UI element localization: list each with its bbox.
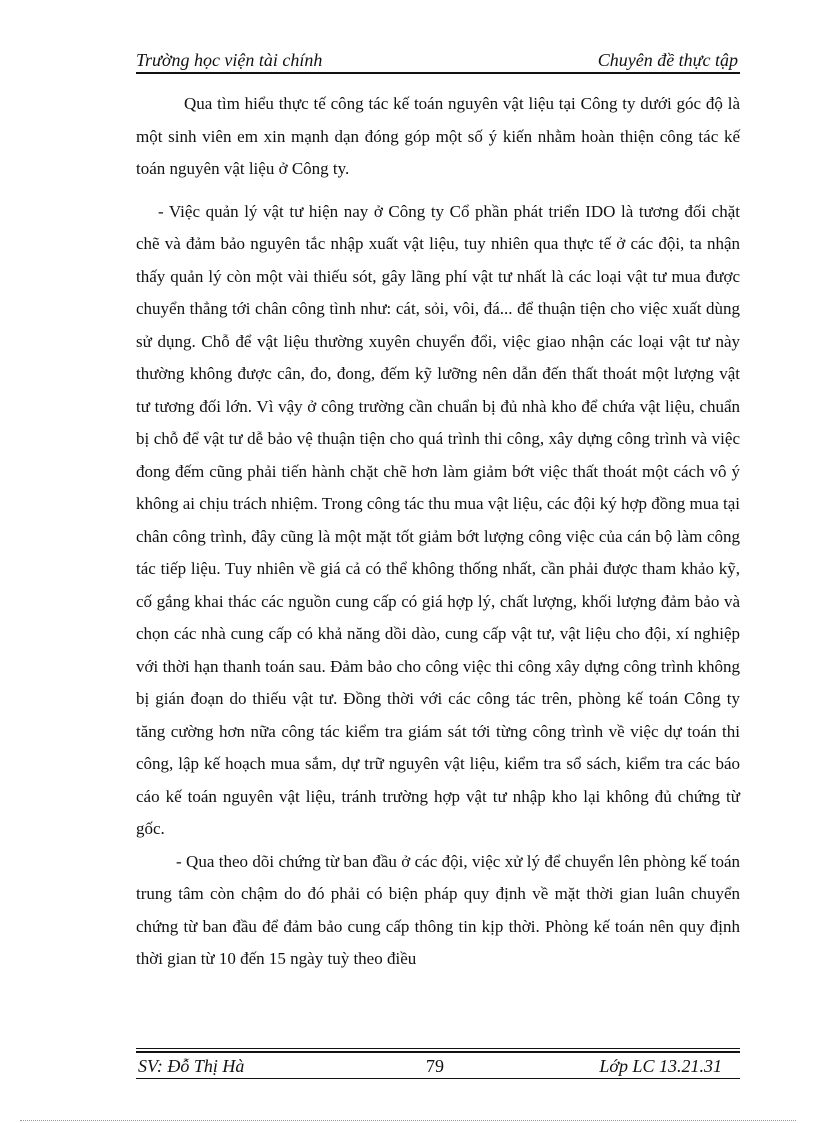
page-number: 79 [426,1056,444,1076]
header-report-type: Chuyên đề thực tập [597,50,738,70]
footer-underline [136,1078,740,1079]
body-content [136,88,740,976]
paragraph-intro: Qua tìm hiểu thực tế công tác kế toán nguyên vật liệu tại Công ty dưới góc độ là một sinh viên em xin mạnh dạn đóng góp một số ý kiến nhằm hoàn thiện công tác kế toán nguyên vật liệu ở Công ty. [136,94,740,178]
footer-student-name: SV: Đỗ Thị Hà [138,1056,245,1076]
footer-divider-thin [136,1048,740,1049]
page-footer [136,1054,740,1078]
paragraph-document-processing: - Qua theo dõi chứng từ ban đầu ở các đội, việc xử lý để chuyển lên phòng kế toán trung tâm còn chậm do đó phải có biện pháp quy định về mặt thời gian luân chuyển chứng từ ban đầu để đảm bảo cung cấp thông tin kịp thời. Phòng kế toán nên quy định thời gian từ 10 đến 15 ngày tuỳ theo điều [136,851,740,968]
footer-divider-thick [136,1051,740,1053]
paragraph-material-management: - Việc quản lý vật tư hiện nay ở Công ty Cổ phần phát triển IDO là tương đối chặt chẽ và đảm bảo nguyên tắc nhập xuất vật liệu, tuy nhiên qua thực tế ở các đội, ta nhận thấy quản lý còn một vài thiếu sót, gây lãng phí vật tư nhất là các loại vật tư mua được chuyển thẳng tới chân công tình như: cát, sỏi, vôi, đá... để thuận tiện cho việc xuất dùng sử dụng. Chỗ để vật liệu thường xuyên chuyển đổi, việc giao nhận các loại vật tư này thường không được cân, đo, đong, đếm kỹ lưỡng nên dẫn đến thất thoát một lượng vật tư tương đối lớn. Vì vậy ở công trường cần chuẩn bị đủ nhà kho để chứa vật liệu, chuẩn bị chỗ để vật tư dễ bảo vệ thuận tiện cho quá trình thi công, xây dựng công trình và việc đong đếm cũng phải tiến hành chặt chẽ hơn làm giảm bớt việc thất thoát một cách vô ý không ai chịu trách nhiệm. Trong công tác thu mua vật liệu, các đội ký hợp đồng mua tại chân công trình, đây cũng là một mặt tốt giảm bớt lượng công việc của cán bộ làm công tác tiếp liệu. Tuy nhiên về giá cả có thể không thống nhất, cần phải được tham khảo kỹ, cố gắng khai thác các nguồn cung cấp có giá hợp lý, chất lượng, khối lượng đảm bảo và chọn các nhà cung cấp có khả năng dồi dào, cung cấp vật tư, vật liệu cho đội, xí nghiệp với thời hạn thanh toán sau. Đảm bảo cho công việc thi công xây dựng công trình không bị gián đoạn do thiếu vật tư. Đồng thời với các công tác trên, phòng kế toán Công ty tăng cường hơn nữa công tác kiểm tra giám sát tới từng công trình về việc dự toán thi công, lập kế hoạch mua sắm, dự trữ nguyên vật liệu, kiểm tra sổ sách, kiểm tra các báo cáo kế toán nguyên vật liệu, tránh trường hợp vật tư nhập kho lại không đủ chứng từ gốc. [136,201,740,838]
page-header [136,48,740,72]
header-institution: Trường học viện tài chính [136,50,323,70]
page-edge-dotted-line [20,1120,796,1121]
footer-class-code: Lớp LC 13.21.31 [599,1056,722,1076]
header-divider [136,72,740,74]
